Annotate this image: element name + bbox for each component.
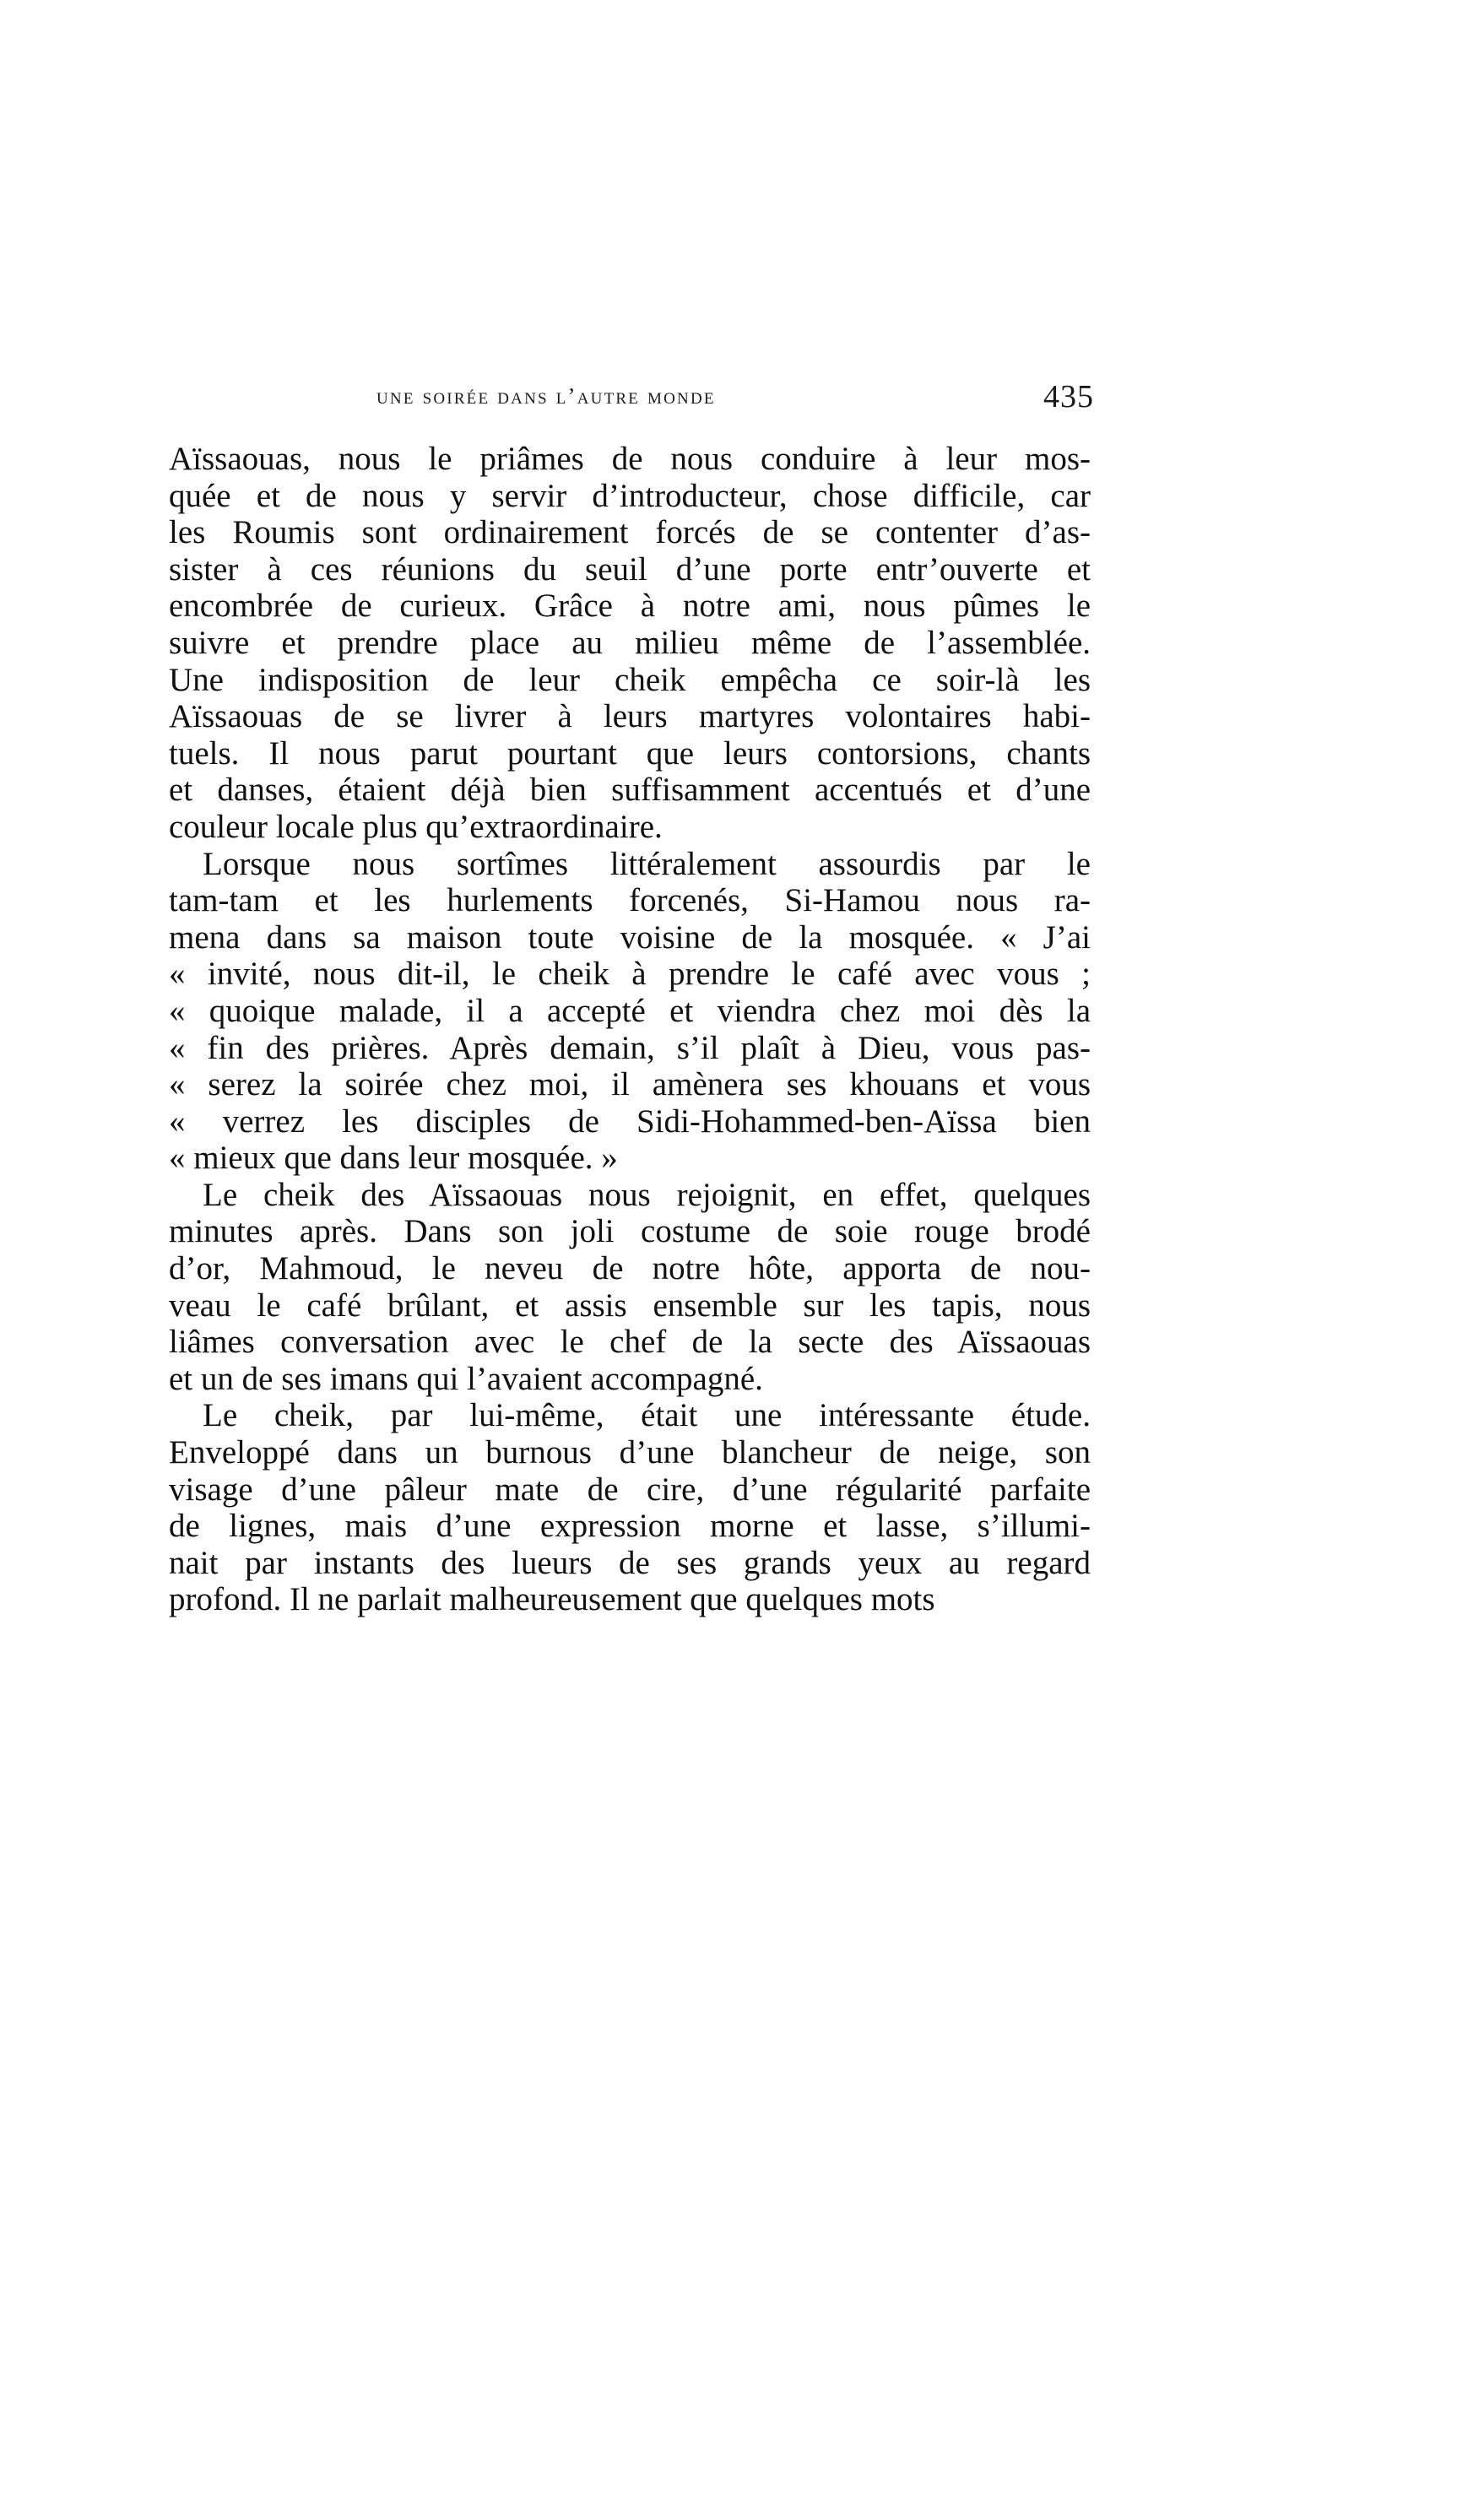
paragraph	[169, 846, 1091, 1177]
text-line: Le cheik, par lui-même, était une intéressante étude.	[203, 1397, 1091, 1434]
text-line: quée et de nous y servir d’introducteur, chose difficile, car	[169, 477, 1091, 514]
paragraph	[169, 1397, 1091, 1618]
text-line: Aïssaouas, nous le priâmes de nous conduire à leur mos-	[169, 441, 1091, 477]
text-line: Enveloppé dans un burnous d’une blancheur de neige, son	[169, 1434, 1091, 1471]
text-line: et un de ses imans qui l’avaient accompagné.	[169, 1360, 763, 1397]
text-line: suivre et prendre place au milieu même de l’assemblée.	[169, 624, 1091, 661]
text-line: et danses, étaient déjà bien suffisamment accentués et d’une	[169, 772, 1091, 809]
text-line: « serez la soirée chez moi, il amènera ses khouans et vous	[169, 1066, 1091, 1103]
text-line: les Roumis sont ordinairement forcés de se contenter d’as-	[169, 514, 1091, 551]
text-line: d’or, Mahmoud, le neveu de notre hôte, apporta de nou-	[169, 1250, 1091, 1287]
text-line: « mieux que dans leur mosquée. »	[169, 1140, 618, 1177]
text-line: couleur locale plus qu’extraordinaire.	[169, 808, 663, 845]
text-line: « verrez les disciples de Sidi-Hohammed-ben-Aïssa bien	[169, 1102, 1091, 1140]
text-line: Une indisposition de leur cheik empêcha ce soir-là les	[169, 661, 1091, 698]
text-line: encombrée de curieux. Grâce à notre ami, nous pûmes le	[169, 588, 1091, 625]
text-line: visage d’une pâleur mate de cire, d’une régularité parfaite	[169, 1471, 1091, 1508]
text-line: « quoique malade, il a accepté et viendra chez moi dès la	[169, 992, 1091, 1029]
text-line: tuels. Il nous parut pourtant que leurs contorsions, chants	[169, 734, 1091, 772]
text-line: minutes après. Dans son joli costume de soie rouge brodé	[169, 1213, 1091, 1250]
text-line: « fin des prières. Après demain, s’il plaît à Dieu, vous pas-	[169, 1029, 1091, 1066]
text-line: tam-tam et les hurlements forcenés, Si-Hamou nous ra-	[169, 882, 1091, 919]
paragraph	[169, 441, 1091, 846]
text-line: veau le café brûlant, et assis ensemble sur les tapis, nous	[169, 1287, 1091, 1324]
text-line: Aïssaouas de se livrer à leurs martyres volontaires habi-	[169, 698, 1091, 735]
running-head	[169, 378, 1094, 417]
text-line: profond. Il ne parlait malheureusement que quelques mots	[169, 1581, 935, 1618]
body-text	[169, 441, 1091, 1618]
text-line: de lignes, mais d’une expression morne et lasse, s’illumi-	[169, 1508, 1091, 1545]
text-line: nait par instants des lueurs de ses grands yeux au regard	[169, 1544, 1091, 1581]
text-line: « invité, nous dit-il, le cheik à prendre le café avec vous ;	[169, 956, 1091, 993]
running-title: une soirée dans l’autre monde	[376, 383, 716, 409]
text-line: mena dans sa maison toute voisine de la mosquée. « J’ai	[169, 918, 1091, 956]
text-line: liâmes conversation avec le chef de la secte des Aïssaouas	[169, 1324, 1091, 1361]
paragraph	[169, 1177, 1091, 1398]
text-line: Lorsque nous sortîmes littéralement assourdis par le	[203, 845, 1091, 882]
page-number: 435	[1043, 379, 1094, 414]
text-line: Le cheik des Aïssaouas nous rejoignit, en effet, quelques	[203, 1176, 1091, 1213]
text-line: sister à ces réunions du seuil d’une porte entr’ouverte et	[169, 550, 1091, 588]
